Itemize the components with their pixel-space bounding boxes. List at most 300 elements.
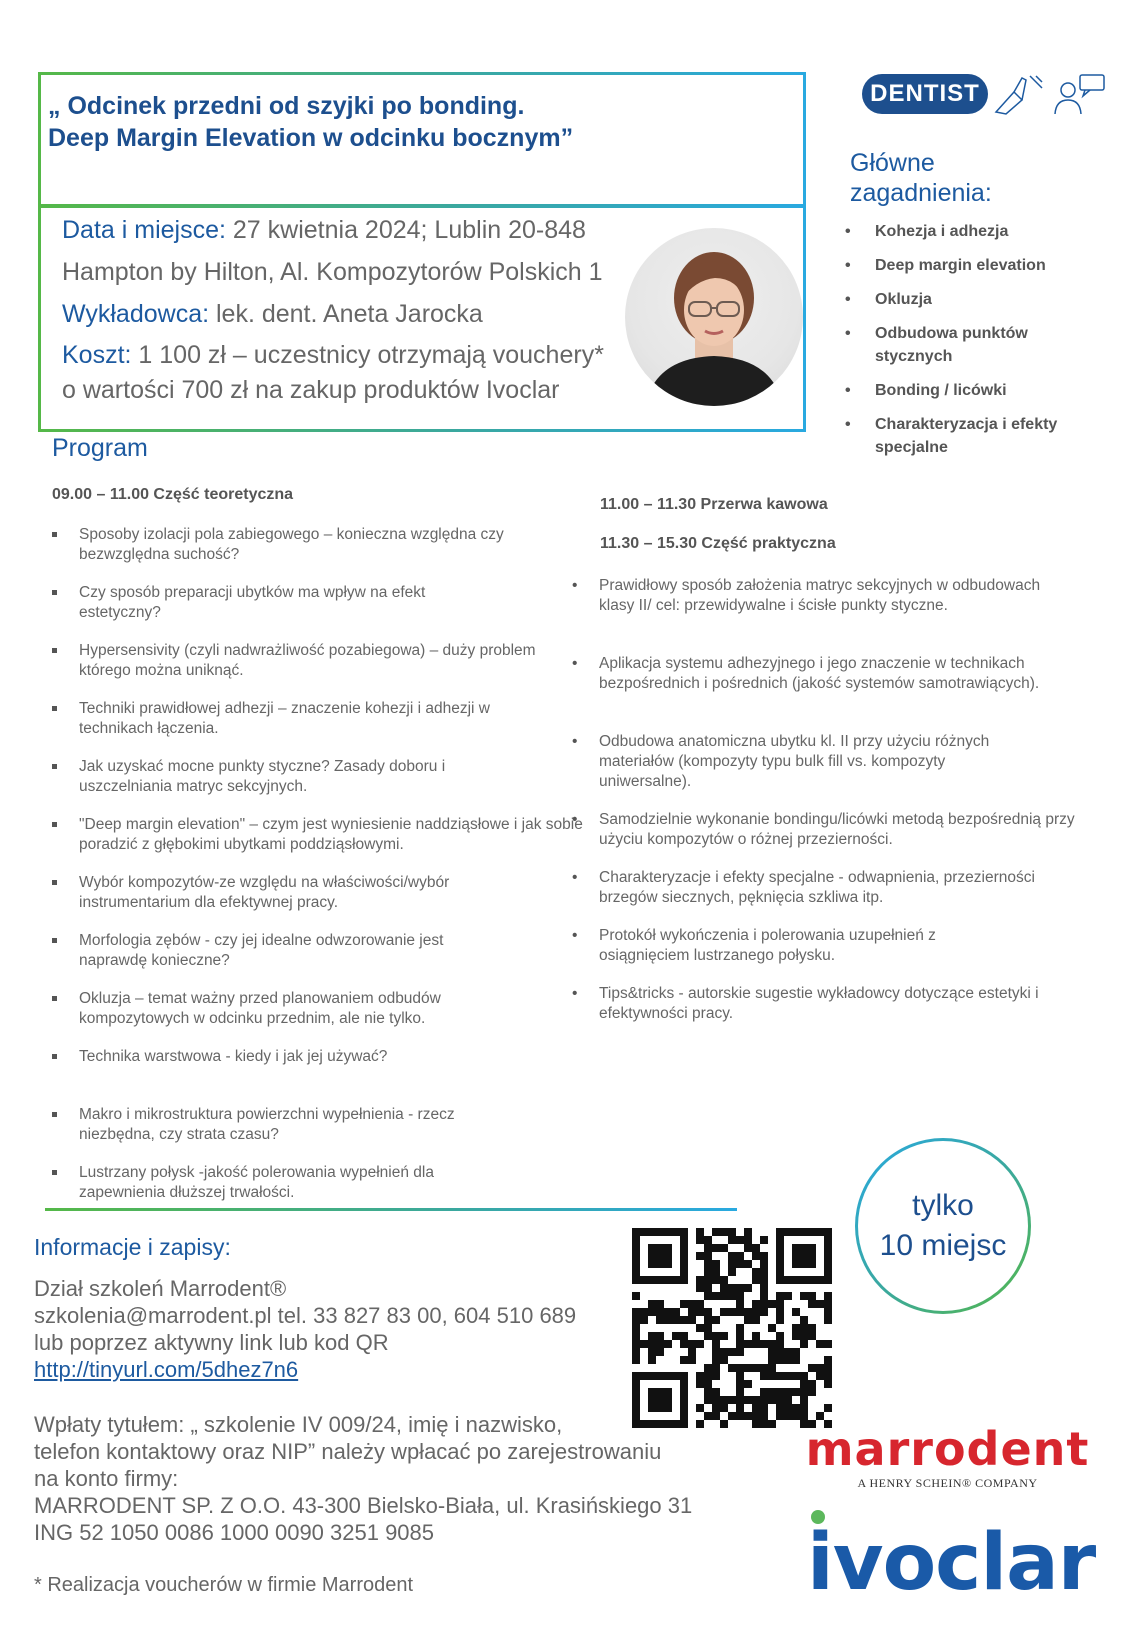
qr-module — [712, 1364, 720, 1372]
qr-module — [696, 1284, 704, 1292]
qr-module — [776, 1348, 784, 1356]
theory-item: Techniki prawidłowej adhezji – znaczenie kohezji i adhezji w technikach łączenia. — [52, 699, 539, 739]
qr-module — [752, 1276, 760, 1284]
qr-module — [792, 1356, 800, 1364]
contact-qr-note: lub poprzez aktywny link lub kod QR — [34, 1330, 389, 1355]
qr-module — [760, 1388, 768, 1396]
qr-module — [784, 1372, 792, 1380]
qr-module — [704, 1236, 712, 1244]
qr-module — [728, 1252, 736, 1260]
qr-module — [760, 1276, 768, 1284]
qr-module — [744, 1228, 752, 1236]
qr-module — [632, 1332, 640, 1340]
qr-module — [808, 1388, 816, 1396]
qr-module — [704, 1292, 712, 1300]
qr-module — [656, 1340, 664, 1348]
qr-module — [640, 1308, 648, 1316]
qr-module — [704, 1284, 712, 1292]
qr-module — [664, 1340, 672, 1348]
qr-module — [800, 1292, 808, 1300]
qr-module — [792, 1404, 800, 1412]
qr-module — [736, 1236, 744, 1244]
qr-module — [816, 1372, 824, 1380]
qr-module — [720, 1292, 728, 1300]
title-line-1: „ Odcinek przedni od szyjki po bonding. — [48, 92, 525, 120]
registration-link[interactable]: http://tinyurl.com/5dhez7n6 — [34, 1357, 299, 1382]
qr-module — [752, 1332, 760, 1340]
qr-module — [720, 1348, 728, 1356]
qr-module — [776, 1356, 784, 1364]
theory-item: Lustrzany połysk -jakość polerowania wypełnień dla zapewnienia dłuższej trwałości. — [52, 1163, 509, 1203]
qr-module — [736, 1348, 744, 1356]
qr-module — [824, 1300, 832, 1308]
qr-module — [704, 1268, 712, 1276]
qr-module — [816, 1412, 824, 1420]
qr-module — [704, 1380, 712, 1388]
qr-module — [760, 1284, 768, 1292]
topic-item: • Kohezja i adhezja — [845, 220, 1105, 243]
qr-module — [720, 1356, 728, 1364]
qr-module — [704, 1276, 712, 1284]
program-title: Program — [52, 434, 148, 462]
qr-module — [632, 1292, 640, 1300]
qr-module — [696, 1372, 704, 1380]
qr-module — [688, 1300, 696, 1308]
theory-list — [52, 525, 592, 1221]
qr-module — [696, 1252, 704, 1260]
qr-module — [720, 1228, 728, 1236]
qr-module — [712, 1276, 720, 1284]
qr-module — [712, 1412, 720, 1420]
qr-module — [776, 1396, 784, 1404]
theory-item: Jak uzyskać mocne punkty styczne? Zasady doboru i uszczelniania matryc sekcyjnych. — [52, 757, 509, 797]
practice-item: • Aplikacja systemu adhezyjnego i jego znaczenie w technikach bezpośrednich i pośrednich (jakość systemów samotrawiących). — [572, 654, 1089, 714]
qr-module — [800, 1412, 808, 1420]
qr-module — [760, 1412, 768, 1420]
qr-module — [784, 1356, 792, 1364]
qr-module — [688, 1308, 696, 1316]
qr-module — [768, 1356, 776, 1364]
qr-module — [760, 1292, 768, 1300]
practice-item: • Tips&tricks - autorskie sugestie wykładowcy dotyczące estetyki i efektywności pracy. — [572, 984, 1039, 1024]
qr-module — [800, 1332, 808, 1340]
qr-module — [800, 1380, 808, 1388]
qr-module — [808, 1292, 816, 1300]
qr-module — [712, 1316, 720, 1324]
qr-module — [816, 1340, 824, 1348]
qr-module — [728, 1236, 736, 1244]
qr-module — [696, 1308, 704, 1316]
qr-module — [760, 1404, 768, 1412]
qr-module — [696, 1420, 704, 1428]
qr-module — [640, 1340, 648, 1348]
lecturer-value: lek. dent. Aneta Jarocka — [209, 300, 483, 328]
seats-line-2: 10 miejsc — [879, 1229, 1007, 1262]
title-line-2: Deep Margin Elevation w odcinku bocznym” — [48, 124, 574, 152]
qr-module — [696, 1324, 704, 1332]
qr-module — [728, 1268, 736, 1276]
practice-heading: 11.30 – 15.30 Część praktyczna — [600, 535, 836, 552]
qr-module — [720, 1396, 728, 1404]
qr-module — [704, 1308, 712, 1316]
theory-item: Sposoby izolacji pola zabiegowego – konieczna względna czy bezwzględna suchość? — [52, 525, 592, 565]
qr-module — [776, 1412, 784, 1420]
qr-module — [736, 1412, 744, 1420]
qr-module — [784, 1292, 792, 1300]
qr-module — [728, 1260, 736, 1268]
qr-module — [704, 1364, 712, 1372]
qr-module — [776, 1308, 784, 1316]
qr-module — [800, 1404, 808, 1412]
qr-module — [784, 1348, 792, 1356]
qr-module — [752, 1308, 760, 1316]
qr-module — [776, 1316, 784, 1324]
qr-module — [696, 1380, 704, 1388]
qr-module — [648, 1308, 656, 1316]
qr-module — [632, 1308, 640, 1316]
theory-item: Czy sposób preparacji ubytków ma wpływ na efekt estetyczny? — [52, 583, 479, 623]
qr-module — [720, 1420, 728, 1428]
qr-module — [712, 1396, 720, 1404]
qr-module — [752, 1340, 760, 1348]
qr-module — [792, 1388, 800, 1396]
qr-module — [632, 1348, 640, 1356]
qr-module — [632, 1356, 640, 1364]
qr-module — [688, 1340, 696, 1348]
cost-value: 1 100 zł – uczestnicy otrzymają vouchery* — [131, 341, 604, 369]
qr-module — [664, 1316, 672, 1324]
date-line — [62, 216, 586, 245]
qr-module — [688, 1316, 696, 1324]
qr-module — [760, 1396, 768, 1404]
qr-module — [704, 1388, 712, 1396]
qr-module — [824, 1340, 832, 1348]
cost-line — [62, 341, 604, 370]
qr-module — [752, 1244, 760, 1252]
seats-line-1: tylko — [912, 1189, 974, 1222]
qr-module — [744, 1308, 752, 1316]
qr-module — [688, 1356, 696, 1364]
qr-module — [704, 1260, 712, 1268]
qr-module — [776, 1340, 784, 1348]
qr-module — [720, 1308, 728, 1316]
qr-module — [776, 1404, 784, 1412]
qr-module — [728, 1348, 736, 1356]
qr-module — [776, 1388, 784, 1396]
qr-module — [744, 1284, 752, 1292]
qr-module — [800, 1388, 808, 1396]
qr-module — [784, 1396, 792, 1404]
qr-module — [744, 1364, 752, 1372]
contact-heading: Informacje i zapisy: — [34, 1234, 231, 1260]
seats-badge — [855, 1138, 1031, 1314]
qr-module — [736, 1388, 744, 1396]
qr-module — [776, 1372, 784, 1380]
qr-module — [632, 1316, 640, 1324]
qr-module — [736, 1340, 744, 1348]
qr-module — [704, 1412, 712, 1420]
voucher-footnote: * Realizacja voucherów w firmie Marrodent — [34, 1574, 414, 1596]
qr-module — [728, 1412, 736, 1420]
topic-item: • Okluzja — [845, 288, 1105, 311]
qr-module — [768, 1324, 776, 1332]
qr-code[interactable] — [632, 1228, 832, 1428]
topic-item: • Deep margin elevation — [845, 254, 1105, 277]
qr-module — [744, 1260, 752, 1268]
qr-module — [768, 1348, 776, 1356]
theory-item: Technika warstwowa - kiedy i jak jej używać? — [52, 1047, 592, 1087]
qr-module — [728, 1292, 736, 1300]
qr-module — [736, 1252, 744, 1260]
qr-module — [712, 1332, 720, 1340]
qr-module — [712, 1340, 720, 1348]
qr-module — [752, 1300, 760, 1308]
break-heading: 11.00 – 11.30 Przerwa kawowa — [600, 496, 828, 513]
qr-module — [792, 1332, 800, 1340]
qr-module — [776, 1292, 784, 1300]
qr-module — [760, 1308, 768, 1316]
qr-module — [680, 1332, 688, 1340]
qr-module — [696, 1276, 704, 1284]
qr-module — [760, 1260, 768, 1268]
qr-module — [760, 1364, 768, 1372]
qr-module — [704, 1332, 712, 1340]
qr-module — [656, 1316, 664, 1324]
qr-module — [664, 1308, 672, 1316]
qr-module — [744, 1380, 752, 1388]
qr-module — [744, 1316, 752, 1324]
qr-module — [632, 1324, 640, 1332]
qr-module — [800, 1324, 808, 1332]
qr-module — [768, 1364, 776, 1372]
portrait-illustration — [625, 228, 803, 406]
qr-module — [792, 1412, 800, 1420]
qr-module — [680, 1340, 688, 1348]
payment-line-5: ING 52 1050 0086 1000 0090 3251 9085 — [34, 1520, 435, 1545]
consultation-icon — [1052, 72, 1108, 116]
qr-module — [776, 1332, 784, 1340]
qr-module — [760, 1300, 768, 1308]
qr-module — [800, 1340, 808, 1348]
topic-item: • Charakteryzacja i efekty specjalne — [845, 413, 1085, 459]
qr-module — [824, 1404, 832, 1412]
qr-module — [800, 1396, 808, 1404]
qr-module — [712, 1388, 720, 1396]
hand-tool-icon — [992, 72, 1048, 116]
theory-item: Makro i mikrostruktura powierzchni wypełnienia - rzecz niezbędna, czy strata czasu? — [52, 1105, 529, 1145]
qr-module — [736, 1396, 744, 1404]
topics-list — [845, 220, 1105, 470]
qr-module — [800, 1316, 808, 1324]
qr-module — [704, 1252, 712, 1260]
qr-module — [712, 1372, 720, 1380]
ivoclar-wordmark: ivoclar — [807, 1518, 1096, 1608]
qr-module — [656, 1300, 664, 1308]
qr-module — [752, 1412, 760, 1420]
theory-item: Morfologia zębów - czy jej idealne odwzorowanie jest naprawdę konieczne? — [52, 931, 509, 971]
qr-module — [648, 1340, 656, 1348]
qr-module — [704, 1396, 712, 1404]
qr-module — [744, 1396, 752, 1404]
qr-module — [696, 1300, 704, 1308]
qr-module — [768, 1388, 776, 1396]
qr-module — [768, 1340, 776, 1348]
qr-module — [720, 1276, 728, 1284]
qr-module — [816, 1300, 824, 1308]
qr-module — [768, 1420, 776, 1428]
qr-module — [736, 1332, 744, 1340]
qr-module — [672, 1308, 680, 1316]
qr-module — [704, 1372, 712, 1380]
qr-module — [704, 1324, 712, 1332]
contact-email-phone: szkolenia@marrodent.pl tel. 33 827 83 00, 604 510 689 — [34, 1303, 577, 1328]
qr-module — [736, 1324, 744, 1332]
qr-module — [712, 1228, 720, 1236]
qr-module — [712, 1260, 720, 1268]
qr-module — [728, 1308, 736, 1316]
venue-line: Hampton by Hilton, Al. Kompozytorów Polskich 1 — [62, 258, 603, 286]
qr-module — [736, 1260, 744, 1268]
qr-module — [808, 1324, 816, 1332]
theory-heading: 09.00 – 11.00 Część teoretyczna — [52, 486, 294, 503]
lecturer-line — [62, 300, 483, 329]
cost-line-2: o wartości 700 zł na zakup produktów Ivoclar — [62, 376, 560, 404]
qr-module — [760, 1340, 768, 1348]
qr-module — [808, 1380, 816, 1388]
qr-module — [752, 1252, 760, 1260]
qr-module — [744, 1236, 752, 1244]
qr-module — [712, 1404, 720, 1412]
section-divider — [45, 1208, 737, 1211]
qr-module — [824, 1292, 832, 1300]
qr-module — [816, 1364, 824, 1372]
qr-module — [728, 1228, 736, 1236]
qr-module — [784, 1404, 792, 1412]
qr-module — [728, 1396, 736, 1404]
practice-item: • Odbudowa anatomiczna ubytku kl. II przy użyciu różnych materiałów (kompozyty typu bulk fill vs. kompozyty uniwersalne). — [572, 732, 1039, 792]
qr-module — [648, 1300, 656, 1308]
qr-module — [696, 1404, 704, 1412]
qr-module — [752, 1396, 760, 1404]
date-value: 27 kwietnia 2024; Lublin 20-848 — [225, 216, 586, 244]
qr-module — [736, 1380, 744, 1388]
qr-module — [752, 1404, 760, 1412]
qr-module — [760, 1372, 768, 1380]
qr-module — [744, 1412, 752, 1420]
practice-item: • Prawidłowy sposób założenia matryc sekcyjnych w odbudowach klasy II/ cel: przewidywalne i ścisłe punkty styczne. — [572, 576, 1049, 636]
qr-module — [824, 1380, 832, 1388]
qr-module — [712, 1268, 720, 1276]
qr-module — [784, 1412, 792, 1420]
qr-module — [696, 1236, 704, 1244]
marrodent-wordmark: marrodent — [805, 1422, 1090, 1476]
qr-module — [656, 1308, 664, 1316]
qr-module — [736, 1300, 744, 1308]
qr-module — [808, 1332, 816, 1340]
qr-module — [824, 1356, 832, 1364]
qr-module — [760, 1252, 768, 1260]
qr-module — [736, 1364, 744, 1372]
qr-module — [768, 1396, 776, 1404]
qr-module — [720, 1284, 728, 1292]
payment-line-4: MARRODENT SP. Z O.O. 43-300 Bielsko-Biała, ul. Krasińskiego 31 — [34, 1493, 693, 1518]
qr-module — [640, 1316, 648, 1324]
topic-item: • Bonding / licówki — [845, 379, 1105, 402]
qr-module — [688, 1348, 696, 1356]
dentist-badge: DENTIST — [862, 74, 988, 114]
qr-module — [704, 1316, 712, 1324]
qr-module — [648, 1332, 656, 1340]
practice-item: • Protokół wykończenia i polerowania uzupełnień z osiągnięciem lustrzanego połysku. — [572, 926, 999, 966]
qr-module — [752, 1364, 760, 1372]
qr-module — [712, 1348, 720, 1356]
qr-module — [792, 1348, 800, 1356]
qr-module — [712, 1356, 720, 1364]
qr-module — [720, 1332, 728, 1340]
practice-item: • Samodzielnie wykonanie bondingu/licówki metodą bezpośrednią przy użyciu kompozytów o różnej przezierności. — [572, 810, 1099, 850]
qr-module — [768, 1300, 776, 1308]
payment-line-1: Wpłaty tytułem: „ szkolenie IV 009/24, imię i nazwisko, — [34, 1412, 563, 1437]
qr-module — [656, 1332, 664, 1340]
qr-module — [720, 1404, 728, 1412]
lecturer-portrait — [625, 228, 803, 406]
qr-module — [824, 1316, 832, 1324]
qr-module — [632, 1340, 640, 1348]
theory-item: Wybór kompozytów-ze względu na właściwości/wybór instrumentarium dla efektywnej pracy. — [52, 873, 529, 913]
ivoclar-logo — [807, 1510, 1097, 1610]
qr-module — [808, 1364, 816, 1372]
qr-module — [792, 1372, 800, 1380]
course-title — [48, 90, 573, 154]
qr-module — [680, 1316, 688, 1324]
marrodent-logo — [805, 1422, 1090, 1491]
qr-module — [824, 1372, 832, 1380]
qr-module — [792, 1324, 800, 1332]
qr-module — [712, 1292, 720, 1300]
qr-module — [792, 1308, 800, 1316]
marrodent-subtitle: A HENRY SCHEIN® COMPANY — [857, 1476, 1038, 1490]
qr-module — [736, 1372, 744, 1380]
qr-module — [752, 1420, 760, 1428]
qr-module — [728, 1284, 736, 1292]
qr-module — [680, 1300, 688, 1308]
qr-module — [800, 1372, 808, 1380]
practice-list — [572, 576, 1102, 1042]
qr-module — [768, 1372, 776, 1380]
qr-module — [760, 1236, 768, 1244]
payment-line-2: telefon kontaktowy oraz NIP” należy wpłacać po zarejestrowaniu — [34, 1439, 662, 1464]
qr-module — [808, 1300, 816, 1308]
qr-module — [752, 1268, 760, 1276]
qr-module — [736, 1284, 744, 1292]
qr-module — [776, 1300, 784, 1308]
qr-module — [648, 1356, 656, 1364]
qr-module — [824, 1364, 832, 1372]
qr-module — [736, 1292, 744, 1300]
qr-module — [752, 1316, 760, 1324]
topics-heading — [850, 148, 992, 208]
qr-module — [760, 1268, 768, 1276]
qr-module — [760, 1420, 768, 1428]
qr-module — [744, 1340, 752, 1348]
theory-item: Okluzja – temat ważny przed planowaniem odbudów kompozytowych w odcinku przednim, ale nie tylko. — [52, 989, 519, 1029]
qr-module — [696, 1228, 704, 1236]
practice-item: • Charakteryzacje i efekty specjalne - odwapnienia, przezierności brzegów siecznych, pęknięcia szkliwa itp. — [572, 868, 1049, 908]
cost-label: Koszt: — [62, 341, 132, 369]
lecturer-label: Wykładowca: — [62, 300, 210, 328]
qr-module — [672, 1316, 680, 1324]
qr-module — [824, 1308, 832, 1316]
